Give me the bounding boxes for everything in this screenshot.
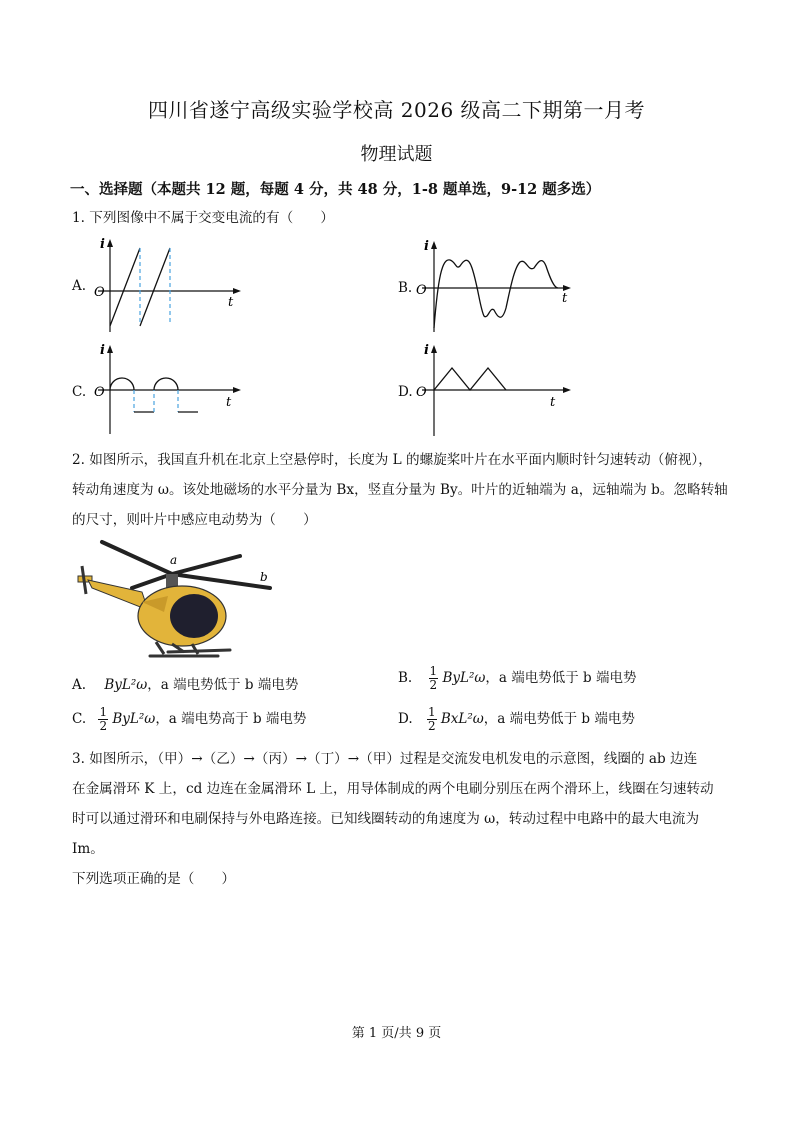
q1-graph-d bbox=[410, 342, 580, 438]
page-footer: 第 1 页/共 9 页 bbox=[351, 1026, 442, 1041]
helicopter-illustration bbox=[72, 536, 282, 664]
q2-option-b-frac: $\frac{1}{2}$ bbox=[429, 664, 438, 692]
q2-option-c bbox=[72, 706, 306, 733]
q2-line-3: 的尺寸，则叶片中感应电动势为（ ） bbox=[72, 512, 317, 528]
q2-option-a bbox=[72, 673, 298, 693]
axis-t-label: t bbox=[228, 295, 234, 310]
q2-option-d-frac: $\frac{1}{2}$ bbox=[427, 705, 436, 733]
origin-label: O bbox=[416, 385, 427, 400]
q3-line-3: 时可以通过滑环和电刷保持与外电路连接。已知线圈转动的角速度为 ω，转动过程中电路中的最大电流为 Im。 bbox=[72, 811, 700, 857]
question-3-stem bbox=[72, 744, 732, 894]
q3-line-2: 在金属滑环 K 上，cd 边连在金属滑环 L 上，用导体制成的两个电刷分别压在两个滑环上，线圈在匀速转动 bbox=[72, 781, 714, 797]
q2-option-c-expr: ByL²ω bbox=[112, 711, 156, 727]
q2-option-c-text: ，a 端电势高于 b 端电势 bbox=[155, 711, 307, 727]
axis-i-label: i bbox=[100, 237, 105, 252]
q3-line-4: 下列选项正确的是（ ） bbox=[72, 871, 236, 887]
page-title: 四川省遂宁高级实验学校高 2026 级高二下期第一月考 bbox=[147, 98, 646, 122]
origin-label: O bbox=[94, 385, 105, 400]
origin-label: O bbox=[94, 285, 105, 300]
axis-t-label: t bbox=[562, 291, 568, 306]
q1-graph-c bbox=[88, 340, 248, 436]
page-subtitle: 物理试题 bbox=[360, 144, 433, 165]
q2-option-c-frac: $\frac{1}{2}$ bbox=[99, 705, 108, 733]
axis-i-label: i bbox=[100, 343, 105, 358]
blade-label-b: b bbox=[260, 570, 268, 584]
question-1-stem: 1. 下列图像中不属于交变电流的有（ ） bbox=[72, 210, 334, 226]
q2-option-b-text: ，a 端电势低于 b 端电势 bbox=[485, 670, 637, 686]
q2-option-a-text: ，a 端电势低于 b 端电势 bbox=[147, 677, 299, 693]
axis-i-label: i bbox=[424, 343, 429, 358]
q2-line-1: 2. 如图所示，我国直升机在北京上空悬停时，长度为 L 的螺旋桨叶片在水平面内顺时针匀速转动（俯视）， bbox=[72, 452, 712, 468]
blade-label-a: a bbox=[170, 553, 178, 567]
q2-option-a-expr: ByL²ω bbox=[104, 677, 148, 693]
q1-option-d-label: D. bbox=[398, 384, 413, 400]
q2-option-a-label: A. bbox=[72, 677, 87, 693]
q1-option-c-label: C. bbox=[72, 384, 87, 400]
q2-option-b bbox=[398, 665, 636, 692]
axis-t-label: t bbox=[550, 395, 556, 410]
q2-option-b-expr: ByL²ω bbox=[442, 670, 486, 686]
q2-option-d bbox=[398, 706, 635, 733]
q2-option-b-label: B. bbox=[398, 670, 413, 686]
q2-option-d-text: ，a 端电势低于 b 端电势 bbox=[483, 711, 635, 727]
question-2-stem bbox=[72, 445, 732, 535]
q1-graph-b bbox=[410, 238, 580, 334]
q2-line-2: 转动角速度为 ω。该处地磁场的水平分量为 Bx，竖直分量为 By。叶片的近轴端为 a，远轴端为 b。忽略转轴 bbox=[72, 482, 728, 498]
axis-i-label: i bbox=[424, 239, 429, 254]
q2-option-c-label: C. bbox=[72, 711, 87, 727]
q1-option-a-label: A. bbox=[72, 278, 87, 294]
q1-option-b-label: B. bbox=[398, 280, 413, 296]
q2-option-d-label: D. bbox=[398, 711, 413, 727]
section-header: 一、选择题（本题共 12 题，每题 4 分，共 48 分，1-8 题单选，9-12 题多选） bbox=[70, 181, 601, 198]
origin-label: O bbox=[416, 283, 427, 298]
axis-t-label: t bbox=[226, 395, 232, 410]
q2-option-d-expr: BxL²ω bbox=[440, 711, 484, 727]
q3-line-1: 3. 如图所示，（甲）→（乙）→（丙）→（丁）→（甲）过程是交流发电机发电的示意图，线圈的 ab 边连 bbox=[72, 751, 698, 767]
q1-graph-a bbox=[88, 236, 248, 334]
